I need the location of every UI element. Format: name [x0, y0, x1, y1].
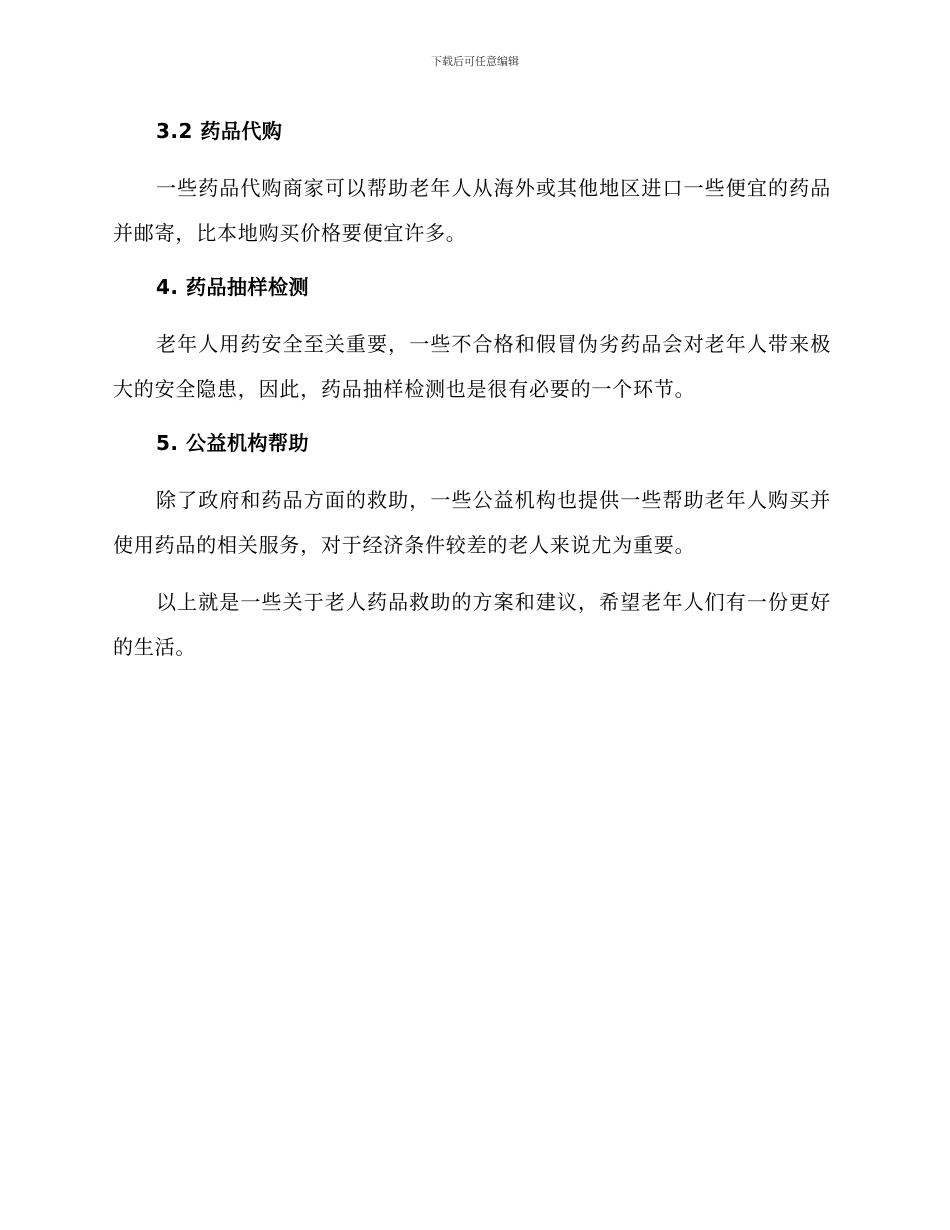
document-body: [113, 108, 831, 670]
paragraph-charity-help: 除了政府和药品方面的救助，一些公益机构也提供一些帮助老年人购买并使用药品的相关服务，对于经济条件较差的老人来说尤为重要。: [113, 488, 831, 557]
section-heading-drug-sampling: 4. 药品抽样检测: [156, 275, 309, 299]
paragraph-conclusion: 以上就是一些关于老人药品救助的方案和建议，希望老年人们有一份更好的生活。: [113, 590, 831, 659]
paragraph-drug-sampling: 老年人用药安全至关重要，一些不合格和假冒伪劣药品会对老年人带来极大的安全隐患，因此，药品抽样检测也是很有必要的一个环节。: [113, 332, 831, 401]
paragraph-drug-purchasing: 一些药品代购商家可以帮助老年人从海外或其他地区进口一些便宜的药品并邮寄，比本地购买价格要便宜许多。: [113, 176, 831, 245]
page-header: 下载后可任意编辑: [431, 55, 519, 68]
section-heading-drug-purchasing: 3.2 药品代购: [156, 119, 283, 143]
section-heading-charity-help: 5. 公益机构帮助: [156, 431, 309, 455]
